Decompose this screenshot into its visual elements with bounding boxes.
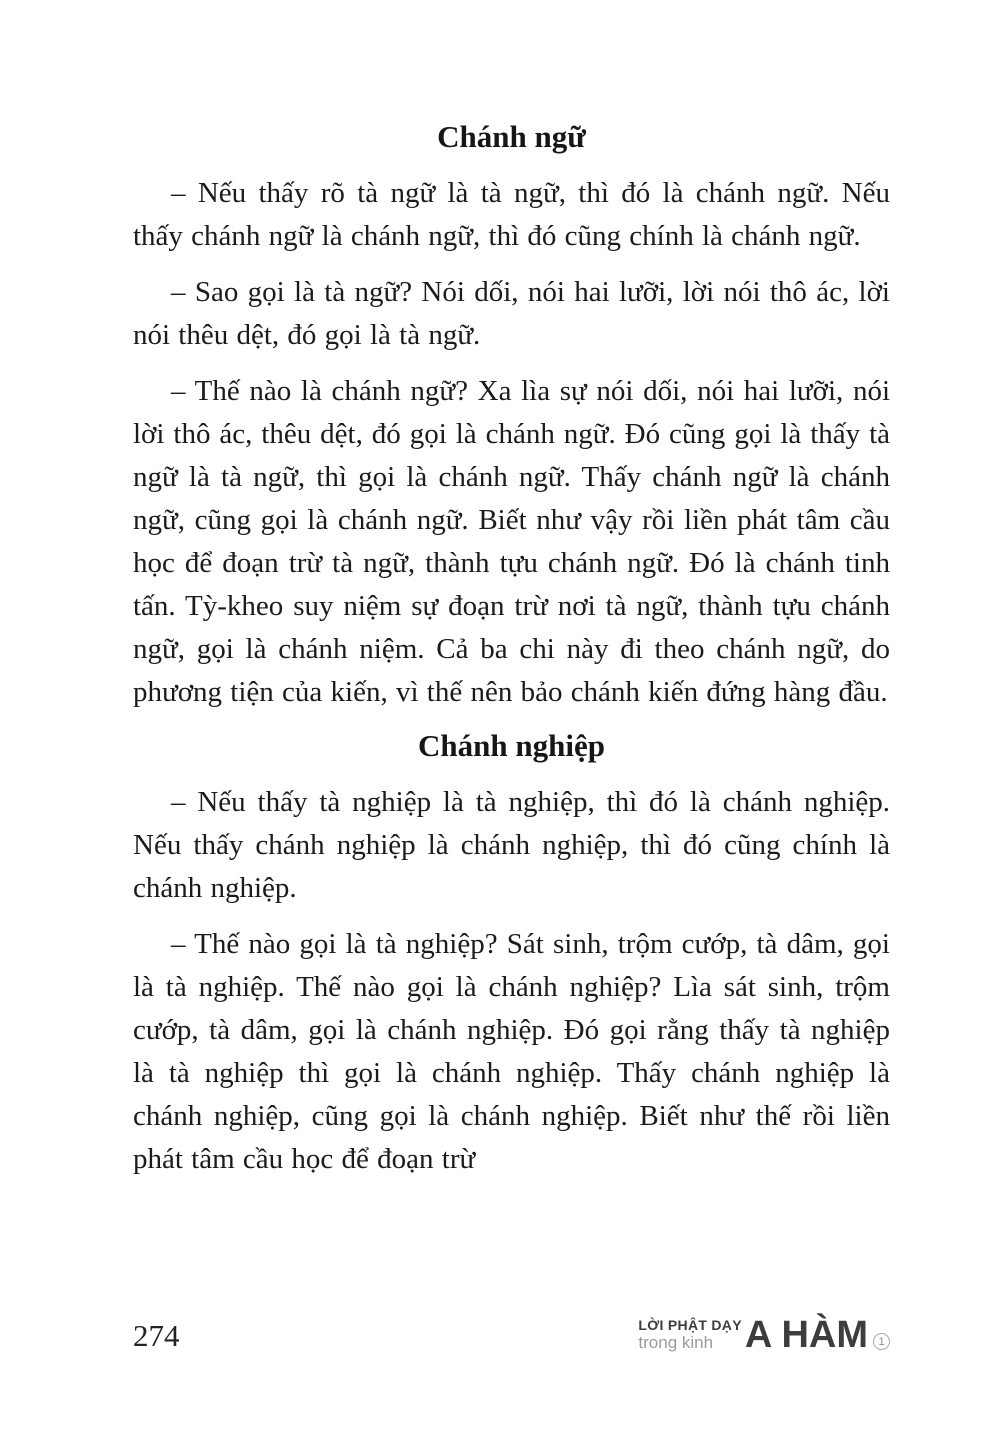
paragraph-chanh-nghiep-1: – Nếu thấy tà nghiệp là tà nghiệp, thì đó là chánh nghiệp. Nếu thấy chánh nghiệp là chánh nghiệp, thì đó cũng chính là chánh nghiệp. [133,786,890,904]
section-heading-chanh-ngu: Chánh ngữ [437,119,586,154]
book-logo [638,1313,890,1356]
page-number: 274 [133,1318,180,1353]
book-logo-title: A HÀM [744,1313,868,1356]
book-logo-tagline-bottom: trong kinh [638,1333,714,1352]
book-logo-tagline-top: LỜI PHẬT DẠY [638,1317,742,1333]
paragraph-chanh-ngu-3: – Thế nào là chánh ngữ? Xa lìa sự nói dối, nói hai lưỡi, nói lời thô ác, thêu dệt, đó gọi là chánh ngữ. Đó cũng gọi là thấy tà ngữ là tà ngữ, thì gọi là chánh ngữ. Thấy chánh ngữ là chánh ngữ, cũng gọi là chánh ngữ. Biết như vậy rồi liền phát tâm cầu học để đoạn trừ tà ngữ, thành tựu chánh ngữ. Đó là chánh tinh tấn. Tỳ-kheo suy niệm sự đoạn trừ nơi tà ngữ, thành tựu chánh ngữ, gọi là chánh niệm. Cả ba chi này đi theo chánh ngữ, do phương tiện của kiến, vì thế nên bảo chánh kiến đứng hàng đầu. [133,375,890,708]
page-footer [0,1313,1000,1356]
paragraph-chanh-ngu-2: – Sao gọi là tà ngữ? Nói dối, nói hai lưỡi, lời nói thô ác, lời nói thêu dệt, đó gọi là tà ngữ. [133,276,890,351]
section-heading-chanh-nghiep: Chánh nghiệp [418,728,605,763]
book-logo-taglines [638,1318,741,1351]
paragraph-chanh-nghiep-2: – Thế nào gọi là tà nghiệp? Sát sinh, trộm cướp, tà dâm, gọi là tà nghiệp. Thế nào gọi là chánh nghiệp? Lìa sát sinh, trộm cướp, tà dâm, gọi là chánh nghiệp. Đó gọi rằng thấy tà nghiệp là tà nghiệp thì gọi là chánh nghiệp. Thấy chánh nghiệp là chánh nghiệp, cũng gọi là chánh nghiệp. Biết như thế rồi liền phát tâm cầu học để đoạn trừ [133,928,890,1175]
paragraph-chanh-ngu-1: – Nếu thấy rõ tà ngữ là tà ngữ, thì đó là chánh ngữ. Nếu thấy chánh ngữ là chánh ngữ, thì đó cũng chính là chánh ngữ. [133,177,890,252]
volume-number-circle-icon: 1 [873,1333,890,1350]
